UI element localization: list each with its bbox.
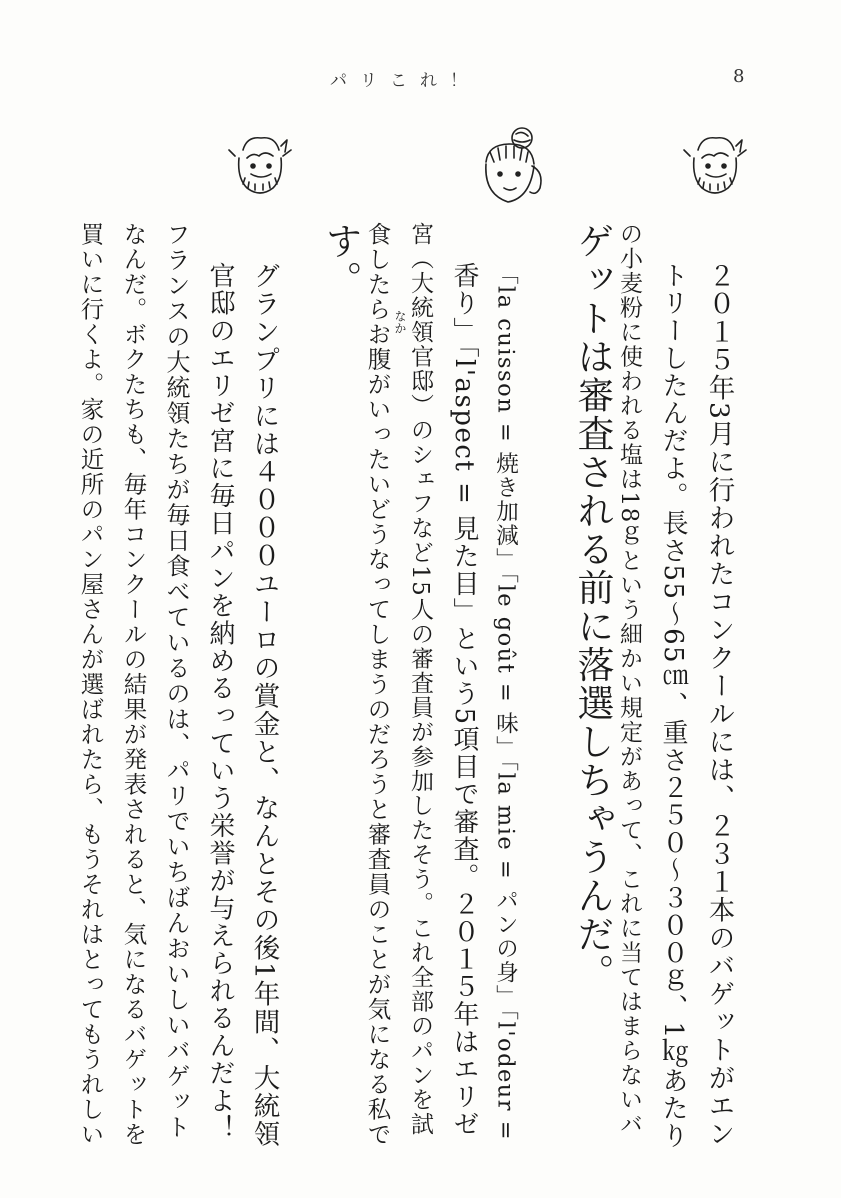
dialogue-2-line-1: 「la cuisson = 焼き加減」「le goût = 味」「la mie = パンの身」「l'odeur =: [492, 262, 519, 1142]
ruby-annotation: なか: [393, 310, 407, 334]
bearded-man-doodle-icon: [225, 128, 295, 203]
dialogue-1-line-2: トリーしたんだよ。長さ55〜65㎝、重さ２５０〜３００ｇ、1㎏あたり: [658, 262, 688, 1150]
dialogue-1-line-1: ２０１５年3月に行われたコンクールには、２３１本のバゲットがエン: [703, 262, 735, 1149]
dialogue-3-line-4: なんだ。ボクたちも、毎年コンクールの結果が発表されると、気になるバゲットを: [119, 222, 148, 1147]
girl-with-bun-doodle-icon: [470, 122, 550, 212]
running-header: [0, 66, 841, 96]
dialogue-3-line-1: グランプリには４０００ユーロの賞金と、なんとその後1年間、大統領: [248, 262, 280, 1149]
page-number: 8: [733, 66, 745, 87]
bearded-man-doodle-icon: [680, 128, 750, 203]
dialogue-3-line-3: フランスの大統領たちが毎日食べているのは、パリでいちばんおいしいバゲット: [162, 222, 190, 1140]
dialogue-2-line-4: 食したらお腹がいったいどうなってしまうのだろうと審査員のことが気になる私で: [363, 222, 392, 1147]
dialogue-3-line-2: 官邸のエリゼ宮に毎日パンを納めるっていう栄誉が与えられるんだよ！: [205, 262, 235, 1142]
dialogue-2-line-2: 香り」「l'aspect = 見た目」という5項目で審査。２０１５年はエリゼ: [449, 262, 479, 1139]
running-head-title: パリこれ！: [330, 71, 480, 91]
dialogue-2-line-3: 宮（大統領官邸）のシェフなど15人の審査員が参加したそう。これ全部のパンを試: [407, 222, 433, 1137]
dialogue-2-line-5: す。: [319, 222, 362, 299]
dialogue-3-line-5: 買いに行くよ。家の近所のパン屋さんが選ばれたら、もうそれはとってもうれしい: [76, 222, 105, 1147]
dialogue-1-line-3: の小麦粉に使われる塩は18ｇという細かい規定があって、これに当てはまらないバ: [616, 222, 642, 1137]
dialogue-1-line-4: ゲットは審査される前に落選しちゃうんだ。: [571, 222, 614, 992]
